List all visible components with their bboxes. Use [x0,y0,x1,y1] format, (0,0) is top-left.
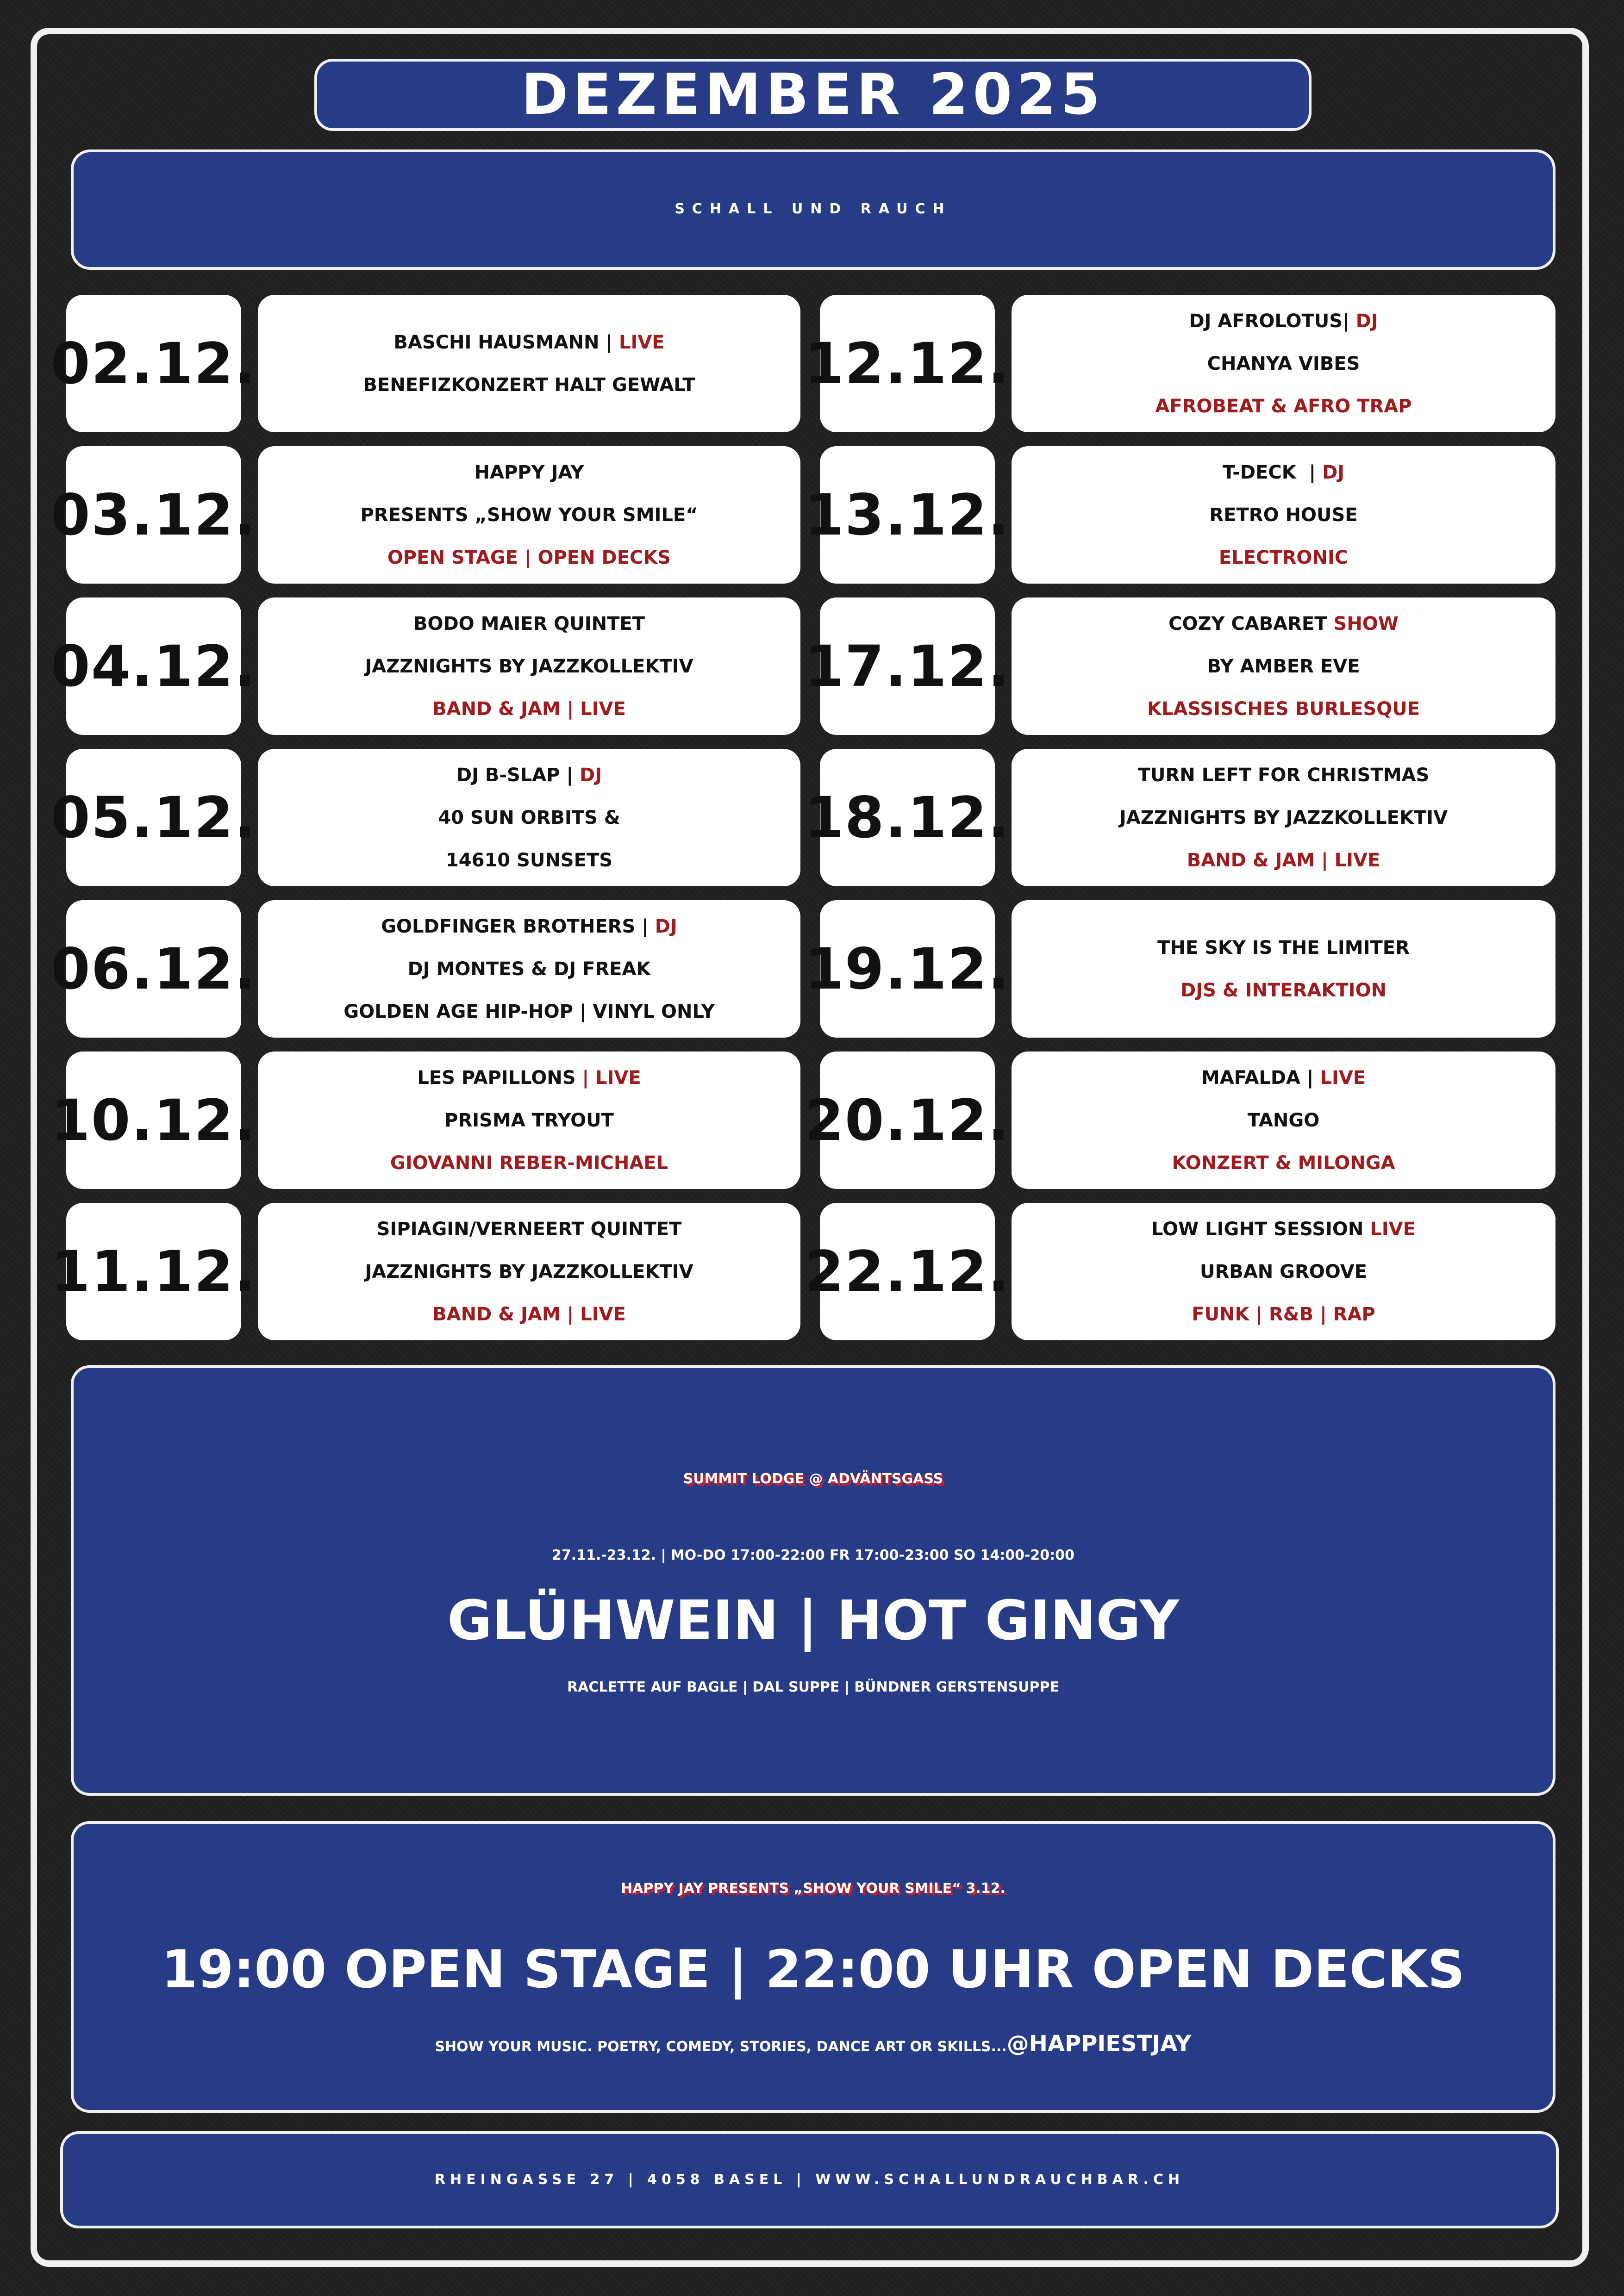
smile-desc-text: SHOW YOUR MUSIC. POETRY, COMEDY, STORIES, DANCE ART OR SKILLS... [435,2039,1007,2055]
event-line [1119,796,1448,839]
event-tag: BAND & JAM | LIVE [1187,849,1380,871]
event-tag: KONZERT & MILONGA [1172,1152,1395,1174]
event-line [360,494,698,536]
event-line [1181,969,1387,1012]
event-line [417,1057,641,1099]
event-date: 03.12. [66,446,241,584]
event-text: PRISMA TRYOUT [444,1109,614,1131]
event-date: 04.12. [66,597,241,735]
event-tag: BAND & JAM | LIVE [432,698,626,720]
event-line [413,603,645,645]
event-text: JAZZNIGHTS BY JAZZKOLLEKTIV [365,655,693,677]
event-text: DJ B-SLAP | [456,764,580,786]
event-line [390,1142,668,1184]
event-tag: FUNK | R&B | RAP [1192,1303,1375,1325]
summit-drinks: GLÜHWEIN | HOT GINGY [447,1588,1179,1652]
event-card [1012,295,1555,432]
event-line [387,536,671,579]
event-text: LES PAPILLONS [417,1067,582,1089]
event-tag: DJS & INTERAKTION [1181,979,1387,1001]
event-line [365,645,693,688]
event-tag: DJ [1322,461,1345,483]
event-text: T-DECK | [1222,461,1323,483]
event-tag: AFROBEAT & AFRO TRAP [1155,395,1412,417]
event-line [1155,385,1412,428]
event-text: 14610 SUNSETS [445,849,613,871]
event-tag: LIVE [1320,1067,1366,1089]
show-your-smile-section [71,1821,1555,2113]
event-card [258,597,800,735]
event-card [258,1052,800,1189]
event-date: 17.12. [820,597,995,735]
event-line [1151,1208,1416,1251]
event-text: JAZZNIGHTS BY JAZZKOLLEKTIV [365,1261,693,1282]
event-text: GOLDEN AGE HIP-HOP | VINYL ONLY [344,1001,715,1022]
event-text: BODO MAIER QUINTET [413,613,645,635]
event-text: HAPPY JAY [474,461,584,483]
month-banner: DEZEMBER 2025 [314,59,1312,131]
event-line [475,451,584,494]
event-date: 05.12. [66,749,241,886]
event-tag: ELECTRONIC [1218,547,1349,568]
summit-title: SUMMIT LODGE @ ADVÄNTSGASS [683,1471,943,1487]
summit-lodge-section [71,1365,1555,1796]
smile-title: HAPPY JAY PRESENTS „SHOW YOUR SMILE“ 3.12. [621,1880,1006,1897]
event-card [258,295,800,432]
event-card [1012,597,1555,735]
event-line [444,1099,614,1142]
event-card [258,900,800,1038]
event-card [1012,446,1555,584]
event-line [344,990,715,1033]
event-line [1168,603,1399,645]
event-line [1172,1142,1395,1184]
smile-times: 19:00 OPEN STAGE | 22:00 UHR OPEN DECKS [161,1940,1465,2000]
event-text: PRESENTS „SHOW YOUR SMILE“ [360,504,698,526]
event-card [258,446,800,584]
event-tag: BAND & JAM | LIVE [432,1303,626,1325]
summit-food: RACLETTE AUF BAGLE | DAL SUPPE | BÜNDNER GERSTENSUPPE [567,1679,1059,1695]
event-card [1012,1203,1555,1340]
event-tag: DJ [1355,310,1378,332]
event-tag: OPEN STAGE | OPEN DECKS [387,547,671,568]
event-line [1219,536,1348,579]
event-text: GOLDFINGER BROTHERS | [381,915,655,937]
event-line [1223,451,1344,494]
event-tag: LIVE [618,331,665,353]
event-line [438,796,620,839]
event-card [1012,1052,1555,1189]
event-text: MAFALDA | [1201,1067,1320,1089]
event-line [1147,688,1420,730]
event-line [1248,1099,1319,1142]
event-line [394,321,664,364]
event-line [408,948,651,990]
event-line [377,1208,682,1251]
event-date: 19.12. [820,900,995,1038]
event-line [1192,1293,1375,1336]
event-tag: DJ [580,764,602,786]
event-text: TURN LEFT FOR CHRISTMAS [1137,764,1430,786]
event-text: DJ MONTES & DJ FREAK [407,958,651,980]
event-date: 11.12. [66,1203,241,1340]
event-tag: LIVE [1370,1218,1416,1240]
event-line [1189,300,1378,342]
event-text: JAZZNIGHTS BY JAZZKOLLEKTIV [1119,807,1448,828]
event-text: COZY CABARET [1168,613,1334,635]
event-date: 12.12. [820,295,995,432]
event-line [456,754,602,796]
event-date: 20.12. [820,1052,995,1189]
event-line [1209,494,1357,536]
smile-description [74,2011,1553,2079]
event-date: 18.12. [820,749,995,886]
event-date: 22.12. [820,1203,995,1340]
event-text: SIPIAGIN/VERNEERT QUINTET [376,1218,682,1240]
event-text: DJ AFROLOTUS| [1189,310,1356,332]
event-date: 06.12. [66,900,241,1038]
event-date: 13.12. [820,446,995,584]
event-line [446,839,612,882]
event-tag: SHOW [1333,613,1399,635]
event-card [1012,749,1555,886]
event-tag: DJ [655,915,677,937]
event-text: BENEFIZKONZERT HALT GEWALT [363,374,695,396]
event-text: BY AMBER EVE [1207,655,1360,677]
event-line [363,364,695,406]
event-date: 02.12. [66,295,241,432]
event-line [1157,927,1410,969]
event-text: LOW LIGHT SESSION [1151,1218,1370,1240]
event-line [1200,1251,1367,1293]
event-tag: KLASSISCHES BURLESQUE [1147,698,1420,720]
event-tag: | LIVE [582,1067,641,1089]
address-footer[interactable]: RHEINGASSE 27 | 4058 BASEL | WWW.SCHALLUNDRAUCHBAR.CH [60,2131,1559,2228]
event-text: RETRO HOUSE [1209,504,1358,526]
event-line [1138,754,1430,796]
event-date: 10.12. [66,1052,241,1189]
event-line [365,1251,693,1293]
event-line [432,688,626,730]
event-text: TANGO [1247,1109,1320,1131]
event-card [258,1203,800,1340]
event-line [381,905,677,948]
venue-title: SCHALL UND RAUCH [71,149,1555,270]
event-card [1012,900,1555,1038]
event-text: CHANYA VIBES [1207,353,1360,374]
event-line [1201,1057,1366,1099]
event-line [1187,839,1380,882]
event-line [1207,342,1360,385]
event-text: 40 SUN ORBITS & [438,807,620,828]
instagram-handle-link[interactable]: @HAPPIESTJAY [1006,2031,1192,2057]
event-card [258,749,800,886]
summit-hours: 27.11.-23.12. | MO-DO 17:00-22:00 FR 17:00-23:00 SO 14:00-20:00 [552,1547,1074,1563]
event-line [1207,645,1360,688]
event-text: BASCHI HAUSMANN | [394,331,619,353]
event-text: URBAN GROOVE [1200,1261,1367,1282]
event-text: THE SKY IS THE LIMITER [1157,937,1410,958]
event-tag: GIOVANNI REBER-MICHAEL [390,1152,668,1174]
event-line [432,1293,626,1336]
